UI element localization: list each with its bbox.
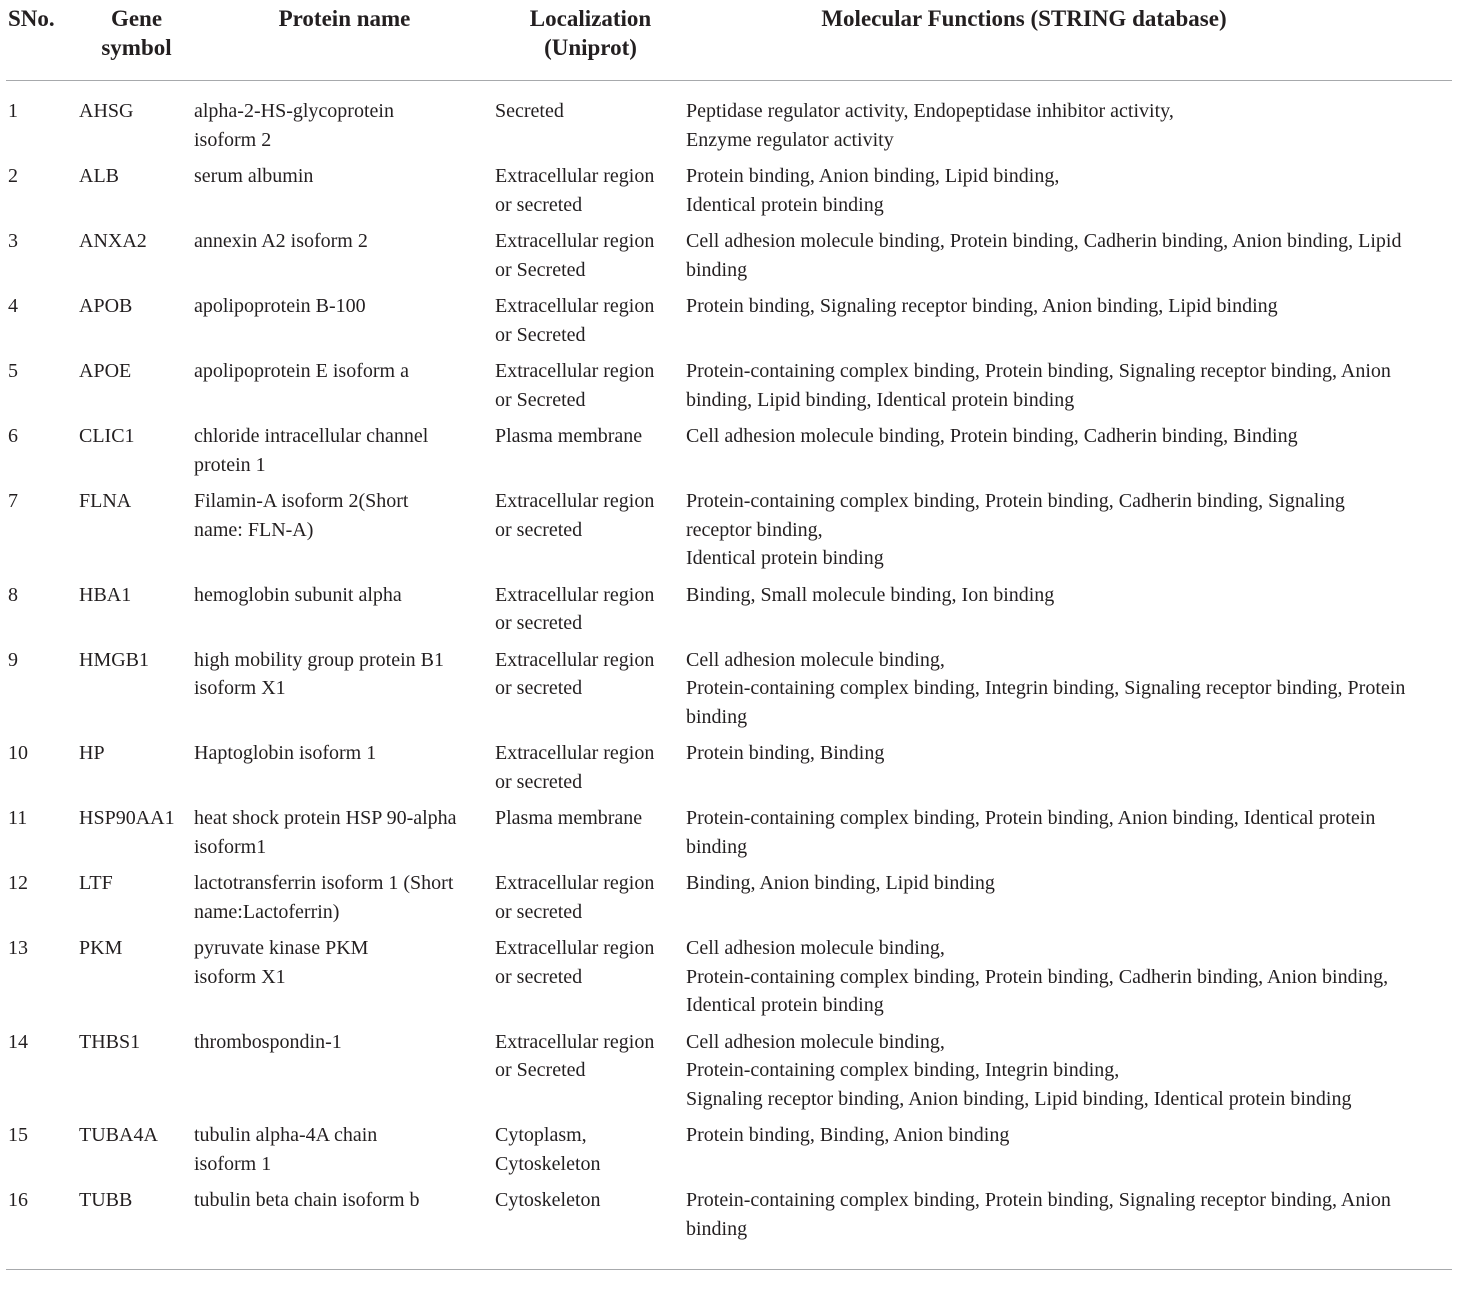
cell-text: LTF	[79, 872, 113, 894]
cell-line: Extracellular region	[495, 230, 655, 252]
cell-gene-symbol	[79, 219, 194, 284]
table-row	[6, 219, 1452, 284]
cell-text: ALB	[79, 165, 119, 187]
cell-sno	[6, 1178, 79, 1270]
cell-text: HSP90AA1	[79, 807, 175, 829]
cell-molecular-functions	[686, 1113, 1452, 1178]
cell-line: or secreted	[495, 518, 583, 541]
cell-text: TUBA4A	[79, 1124, 158, 1146]
cell-gene-symbol	[79, 349, 194, 414]
cell-line: name: FLN-A)	[194, 518, 314, 541]
cell-molecular-functions	[686, 414, 1452, 479]
cell-sno	[6, 349, 79, 414]
cell-localization	[495, 861, 686, 926]
cell-text: 15	[8, 1124, 28, 1146]
cell-line: Extracellular region	[495, 583, 655, 606]
cell-gene-symbol	[79, 1113, 194, 1178]
cell-line: Protein-containing complex binding, Protein binding, Cadherin binding, Anion binding,	[686, 965, 1389, 988]
cell-text: HMGB1	[79, 648, 150, 671]
cell-sno	[6, 219, 79, 284]
cell-line: isoform 1	[194, 1152, 272, 1175]
cell-molecular-functions	[686, 573, 1452, 638]
cell-text: 1	[8, 100, 18, 122]
cell-gene-symbol	[79, 284, 194, 349]
cell-line: Protein-containing complex binding, Integrin binding,	[686, 1059, 1120, 1081]
cell-gene-symbol	[79, 926, 194, 1020]
cell-sno	[6, 1020, 79, 1114]
cell-line: binding	[686, 705, 748, 728]
cell-line: name:Lactoferrin)	[194, 900, 340, 923]
cell-text: CLIC1	[79, 425, 135, 447]
cell-line: receptor binding,	[686, 518, 823, 541]
cell-line: thrombospondin-1	[194, 1030, 342, 1053]
cell-gene-symbol	[79, 479, 194, 573]
cell-line: binding	[686, 1217, 748, 1240]
cell-line: Protein binding, Anion binding, Lipid binding,	[686, 165, 1060, 187]
cell-line: Cell adhesion molecule binding,	[686, 1030, 945, 1053]
cell-molecular-functions	[686, 1020, 1452, 1114]
cell-line: Extracellular region	[495, 165, 655, 187]
cell-line: or secreted	[495, 770, 583, 793]
table-row	[6, 861, 1452, 926]
cell-line: Plasma membrane	[495, 425, 643, 447]
cell-line: Binding, Anion binding, Lipid binding	[686, 872, 995, 894]
cell-localization	[495, 1113, 686, 1178]
cell-localization	[495, 1178, 686, 1270]
cell-sno	[6, 796, 79, 861]
table-row	[6, 81, 1452, 155]
cell-line: isoform X1	[194, 677, 286, 699]
cell-line: Identical protein binding	[686, 994, 884, 1016]
cell-line: or secreted	[495, 193, 583, 216]
cell-text: HBA1	[79, 583, 132, 606]
cell-gene-symbol	[79, 638, 194, 732]
cell-line: Cytoskeleton	[495, 1189, 601, 1211]
cell-protein-name	[194, 1178, 495, 1270]
cell-sno	[6, 861, 79, 926]
cell-text: HP	[79, 742, 105, 764]
cell-line: Cytoskeleton	[495, 1152, 601, 1175]
cell-sno	[6, 731, 79, 796]
header-molecular-functions: Molecular Functions (STRING database)	[686, 4, 1452, 81]
cell-line: pyruvate kinase PKM	[194, 937, 369, 959]
cell-line: Haptoglobin isoform 1	[194, 742, 377, 764]
cell-molecular-functions	[686, 926, 1452, 1020]
table-row	[6, 1178, 1452, 1270]
cell-text: APOB	[79, 295, 133, 317]
cell-text: 2	[8, 165, 18, 187]
cell-line: or Secreted	[495, 1059, 586, 1081]
cell-protein-name	[194, 1113, 495, 1178]
table-row	[6, 479, 1452, 573]
cell-line: Extracellular region	[495, 1030, 655, 1053]
cell-line: hemoglobin subunit alpha	[194, 583, 402, 606]
table-row	[6, 796, 1452, 861]
table-row	[6, 414, 1452, 479]
cell-line: Protein-containing complex binding, Protein binding, Signaling receptor binding, Anion	[686, 1189, 1391, 1211]
cell-molecular-functions	[686, 638, 1452, 732]
table-row	[6, 154, 1452, 219]
cell-gene-symbol	[79, 861, 194, 926]
cell-protein-name	[194, 219, 495, 284]
cell-text: FLNA	[79, 490, 132, 512]
cell-line: binding	[686, 835, 748, 858]
cell-localization	[495, 219, 686, 284]
cell-protein-name	[194, 731, 495, 796]
cell-molecular-functions	[686, 1178, 1452, 1270]
cell-gene-symbol	[79, 1020, 194, 1114]
cell-protein-name	[194, 349, 495, 414]
cell-line: binding, Lipid binding, Identical protein binding	[686, 388, 1075, 411]
cell-line: Cell adhesion molecule binding,	[686, 937, 945, 959]
cell-text: 16	[8, 1189, 28, 1211]
cell-line: Binding, Small molecule binding, Ion binding	[686, 583, 1055, 606]
cell-gene-symbol	[79, 573, 194, 638]
cell-line: apolipoprotein E isoform a	[194, 360, 409, 382]
cell-gene-symbol	[79, 1178, 194, 1270]
cell-line: alpha-2-HS-glycoprotein	[194, 100, 394, 122]
cell-protein-name	[194, 861, 495, 926]
cell-line: serum albumin	[194, 165, 314, 187]
cell-localization	[495, 573, 686, 638]
cell-line: Cell adhesion molecule binding, Protein binding, Cadherin binding, Anion binding, Lipid	[686, 230, 1402, 252]
cell-localization	[495, 284, 686, 349]
cell-text: 8	[8, 583, 18, 606]
cell-text: 3	[8, 230, 18, 252]
cell-sno	[6, 638, 79, 732]
cell-text: 12	[8, 872, 28, 894]
cell-localization	[495, 1020, 686, 1114]
cell-line: Extracellular region	[495, 742, 655, 764]
table-header	[6, 4, 1452, 81]
cell-molecular-functions	[686, 796, 1452, 861]
cell-line: Protein binding, Binding, Anion binding	[686, 1124, 1010, 1146]
cell-line: or secreted	[495, 965, 583, 988]
cell-localization	[495, 926, 686, 1020]
cell-gene-symbol	[79, 731, 194, 796]
cell-line: or Secreted	[495, 258, 586, 281]
cell-text: 10	[8, 742, 28, 764]
table-row	[6, 731, 1452, 796]
cell-line: Extracellular region	[495, 295, 655, 317]
cell-protein-name	[194, 284, 495, 349]
cell-line: or Secreted	[495, 323, 586, 346]
cell-line: Extracellular region	[495, 360, 655, 382]
cell-gene-symbol	[79, 81, 194, 155]
cell-line: heat shock protein HSP 90-alpha	[194, 807, 457, 829]
cell-gene-symbol	[79, 414, 194, 479]
cell-protein-name	[194, 638, 495, 732]
cell-molecular-functions	[686, 154, 1452, 219]
cell-text: 13	[8, 937, 28, 959]
cell-text: THBS1	[79, 1030, 141, 1053]
cell-line: apolipoprotein B-100	[194, 295, 366, 317]
cell-sno	[6, 1113, 79, 1178]
table-row	[6, 349, 1452, 414]
cell-protein-name	[194, 81, 495, 155]
cell-sno	[6, 81, 79, 155]
cell-molecular-functions	[686, 219, 1452, 284]
cell-line: Extracellular region	[495, 937, 655, 959]
cell-localization	[495, 731, 686, 796]
cell-line: Protein binding, Signaling receptor binding, Anion binding, Lipid binding	[686, 295, 1278, 317]
table-body	[6, 81, 1452, 1270]
cell-sno	[6, 573, 79, 638]
cell-gene-symbol	[79, 796, 194, 861]
cell-line: isoform X1	[194, 965, 286, 988]
cell-line: Plasma membrane	[495, 807, 643, 829]
table-row	[6, 284, 1452, 349]
cell-line: tubulin alpha-4A chain	[194, 1124, 378, 1146]
cell-line: Identical protein binding	[686, 193, 884, 216]
header-protein-name: Protein name	[194, 4, 495, 81]
cell-line: Protein-containing complex binding, Protein binding, Cadherin binding, Signaling	[686, 490, 1345, 512]
cell-sno	[6, 479, 79, 573]
cell-molecular-functions	[686, 731, 1452, 796]
cell-line: Enzyme regulator activity	[686, 128, 894, 151]
header-localization: Localization (Uniprot)	[495, 4, 686, 81]
cell-line: isoform1	[194, 835, 267, 858]
cell-line: Protein-containing complex binding, Integrin binding, Signaling receptor binding, Protein	[686, 677, 1406, 699]
cell-protein-name	[194, 479, 495, 573]
cell-text: AHSG	[79, 100, 134, 122]
cell-localization	[495, 81, 686, 155]
cell-line: Cytoplasm,	[495, 1124, 587, 1146]
cell-text: 9	[8, 648, 18, 671]
cell-molecular-functions	[686, 284, 1452, 349]
cell-protein-name	[194, 414, 495, 479]
cell-line: Extracellular region	[495, 490, 655, 512]
cell-line: lactotransferrin isoform 1 (Short	[194, 872, 454, 894]
cell-protein-name	[194, 154, 495, 219]
cell-text: 6	[8, 425, 18, 447]
header-row	[6, 4, 1452, 81]
cell-molecular-functions	[686, 861, 1452, 926]
cell-line: annexin A2 isoform 2	[194, 230, 368, 252]
cell-line: binding	[686, 258, 748, 281]
cell-line: tubulin beta chain isoform b	[194, 1189, 420, 1211]
cell-localization	[495, 414, 686, 479]
cell-line: Cell adhesion molecule binding,	[686, 648, 945, 671]
cell-protein-name	[194, 573, 495, 638]
table-row	[6, 926, 1452, 1020]
cell-text: 11	[8, 807, 28, 829]
cell-text: PKM	[79, 937, 123, 959]
cell-gene-symbol	[79, 154, 194, 219]
cell-line: high mobility group protein B1	[194, 648, 444, 671]
cell-text: TUBB	[79, 1189, 133, 1211]
cell-text: ANXA2	[79, 230, 147, 252]
cell-sno	[6, 926, 79, 1020]
table-row	[6, 638, 1452, 732]
cell-line: Protein-containing complex binding, Protein binding, Anion binding, Identical protein	[686, 807, 1376, 829]
cell-line: or secreted	[495, 677, 583, 699]
cell-molecular-functions	[686, 81, 1452, 155]
cell-sno	[6, 414, 79, 479]
cell-molecular-functions	[686, 349, 1452, 414]
cell-line: chloride intracellular channel	[194, 425, 429, 447]
cell-localization	[495, 349, 686, 414]
cell-line: Cell adhesion molecule binding, Protein binding, Cadherin binding, Binding	[686, 425, 1298, 447]
cell-line: Secreted	[495, 100, 564, 122]
cell-line: Signaling receptor binding, Anion binding, Lipid binding, Identical protein binding	[686, 1087, 1352, 1110]
cell-line: protein 1	[194, 453, 266, 476]
cell-sno	[6, 154, 79, 219]
protein-table	[6, 4, 1452, 1270]
cell-line: Extracellular region	[495, 872, 655, 894]
header-sno: SNo.	[6, 4, 79, 81]
cell-protein-name	[194, 926, 495, 1020]
cell-sno	[6, 284, 79, 349]
table-row	[6, 1020, 1452, 1114]
header-gene-symbol: Gene symbol	[79, 4, 194, 81]
cell-line: isoform 2	[194, 128, 272, 151]
cell-line: Peptidase regulator activity, Endopeptidase inhibitor activity,	[686, 100, 1174, 122]
cell-text: 7	[8, 490, 18, 512]
cell-text: 14	[8, 1030, 28, 1053]
cell-line: Protein binding, Binding	[686, 742, 885, 764]
cell-localization	[495, 154, 686, 219]
cell-text: APOE	[79, 360, 132, 382]
cell-line: or secreted	[495, 612, 583, 634]
cell-text: 5	[8, 360, 18, 382]
cell-text: 4	[8, 295, 18, 317]
cell-protein-name	[194, 796, 495, 861]
table-row	[6, 1113, 1452, 1178]
cell-line: Identical protein binding	[686, 547, 884, 569]
table-row	[6, 573, 1452, 638]
cell-line: or Secreted	[495, 388, 586, 411]
cell-line: Protein-containing complex binding, Protein binding, Signaling receptor binding, Anion	[686, 360, 1391, 382]
cell-molecular-functions	[686, 479, 1452, 573]
cell-line: Filamin-A isoform 2(Short	[194, 490, 409, 512]
cell-protein-name	[194, 1020, 495, 1114]
cell-line: or secreted	[495, 900, 583, 923]
cell-line: Extracellular region	[495, 648, 655, 671]
cell-localization	[495, 638, 686, 732]
cell-localization	[495, 796, 686, 861]
cell-localization	[495, 479, 686, 573]
